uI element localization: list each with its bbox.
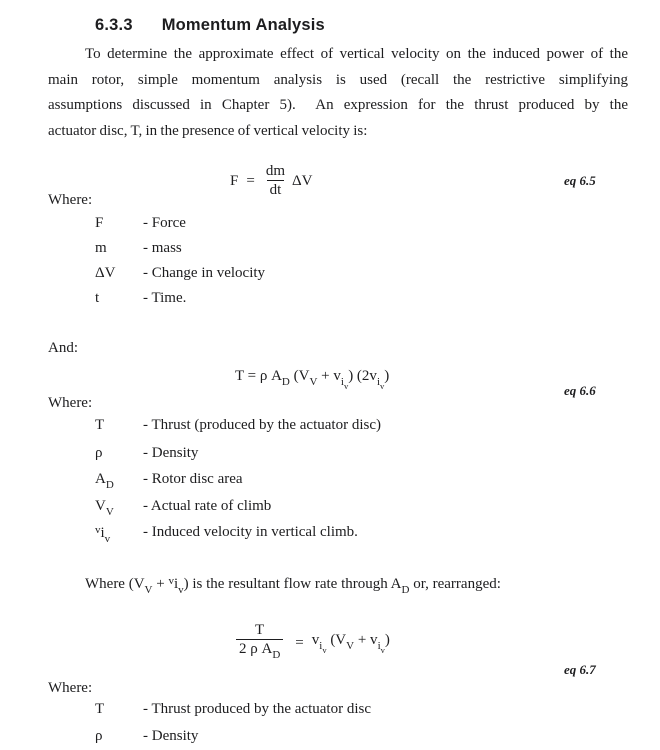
section-number: 6.3.3 <box>95 16 133 34</box>
definition-text: - Actual rate of climb <box>143 498 272 514</box>
where-label-3: Where: <box>48 680 93 696</box>
definition-text: - Density <box>143 728 199 744</box>
fraction-denominator: 2 ρ $A_D$ <box>236 639 283 664</box>
eq66-term: (V <box>289 368 310 384</box>
fraction-thrust <box>236 622 283 664</box>
definition-text: - Density <box>143 445 199 461</box>
where-label-1: Where: <box>48 192 93 208</box>
eq66-term: + v <box>317 368 341 384</box>
subscript: D <box>281 376 290 388</box>
paragraph-line: actuator disc, T, in the presence of vertical velocity is: <box>48 123 368 140</box>
where-label-2: Where: <box>48 395 93 411</box>
definition-text: - Rotor disc area <box>143 471 243 487</box>
definition-text: - mass <box>143 240 182 256</box>
equation-tag-6-6: eq 6.6 <box>564 383 596 398</box>
definition-symbol: T <box>95 701 105 717</box>
definition-text: - Thrust produced by the actuator disc <box>143 701 371 717</box>
subscript: v <box>178 584 184 596</box>
fraction-numerator: dm <box>265 163 285 179</box>
intro-paragraph <box>48 42 628 145</box>
section-heading <box>95 16 325 35</box>
definition-symbol: m <box>95 240 107 256</box>
sub-subscript: v <box>380 381 385 391</box>
paragraph-line: main rotor, simple momentum analysis is used (recall the restrictive simplifying <box>48 71 628 88</box>
definition-symbol: T <box>95 417 105 433</box>
eq66-term: ) (2v <box>348 368 377 384</box>
eq67-rhs: $v_{i_v}$ $(V_V + v_{i_v})$ <box>311 631 390 655</box>
fraction-numerator: T <box>255 622 265 638</box>
equals-sign: = <box>295 634 304 651</box>
fraction-denominator: dt <box>267 180 285 199</box>
definition-text: - Change in velocity <box>143 265 266 281</box>
definition-symbol: t <box>95 290 100 306</box>
definition-symbol: ρ <box>95 445 103 461</box>
definition-symbol: ρ <box>95 728 103 744</box>
subscript: iv <box>340 376 349 391</box>
equals-sign: = <box>246 172 255 189</box>
subscript: V <box>144 584 153 596</box>
definition-symbol: $^vi_v$ <box>95 524 111 545</box>
subscript: D <box>401 584 410 596</box>
eq65-lhs: F <box>230 172 239 189</box>
eq66-term: T = ρ A <box>235 368 282 384</box>
definition-text: - Induced velocity in vertical climb. <box>143 524 358 540</box>
equation-6-5 <box>230 163 312 199</box>
paragraph-line: assumptions discussed in Chapter 5). An expression for the thrust produced by the <box>48 97 628 114</box>
definition-text: - Time. <box>143 290 187 306</box>
definition-symbol: ΔV <box>95 265 116 281</box>
raised-v: v <box>168 575 174 587</box>
flow-rate-sentence: Where $(V_V + ^vi_v)$ is the resultant flow rate through $A_D$ or, rearranged: <box>85 575 501 596</box>
eq65-rhs: ΔV <box>291 172 313 189</box>
definition-text: - Thrust (produced by the actuator disc) <box>143 417 381 433</box>
subscript: iv <box>376 376 385 391</box>
equation-6-6 <box>235 368 389 391</box>
fraction-dm-dt <box>263 163 288 199</box>
equation-tag-6-7: eq 6.7 <box>564 662 596 677</box>
definition-symbol: $V_V$ <box>95 498 114 518</box>
equation-6-7 <box>236 622 390 664</box>
sub-subscript: v <box>343 381 349 391</box>
paragraph-line: To determine the approximate effect of vertical velocity on the induced power of the <box>85 46 628 62</box>
eq66-term: ) <box>384 368 390 384</box>
equation-tag-6-5: eq 6.5 <box>564 173 596 188</box>
and-label: And: <box>48 340 78 356</box>
definition-symbol: $A_D$ <box>95 471 114 491</box>
definition-text: - Force <box>143 215 186 231</box>
definition-symbol: F <box>95 215 104 231</box>
subscript: V <box>309 376 318 388</box>
section-title: Momentum Analysis <box>161 16 325 34</box>
